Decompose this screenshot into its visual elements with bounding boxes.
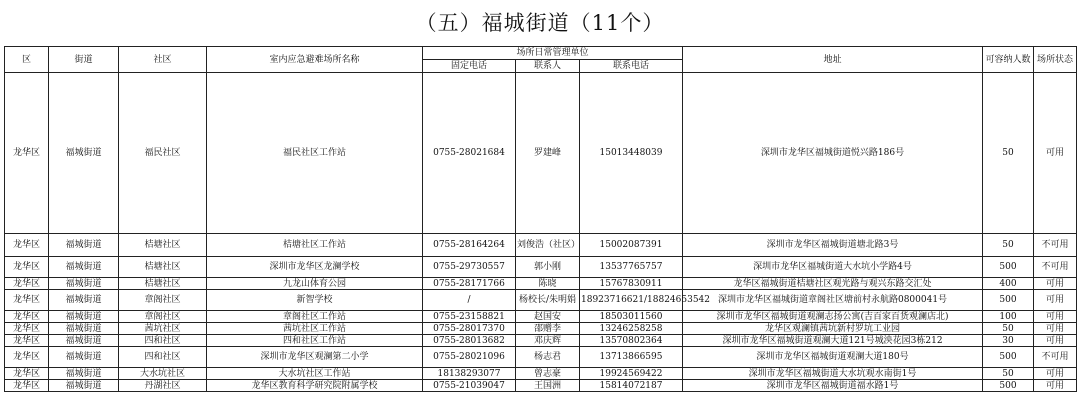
cell-address: 深圳市龙华区福城街道观澜大道121号城泱花园3栋212 [683, 335, 983, 347]
cell-address: 深圳市龙华区福城街道福水路1号 [683, 380, 983, 392]
cell-contact: 邵赠李 [516, 323, 580, 335]
cell-street: 福城街道 [49, 368, 119, 380]
cell-shelter-name: 龙华区教育科学研究院附属学校 [207, 380, 423, 392]
cell-address: 深圳市龙华区福城街道章阁社区塘前村永航路0800041号 [683, 290, 983, 311]
cell-community: 桔塘社区 [119, 257, 207, 278]
cell-street: 福城街道 [49, 278, 119, 290]
cell-shelter-name: 四和社区工作站 [207, 335, 423, 347]
cell-contact: 邓庆辉 [516, 335, 580, 347]
page-title: （五）福城街道（11个） [415, 11, 665, 35]
cell-status: 可用 [1034, 278, 1077, 290]
cell-capacity: 50 [983, 323, 1034, 335]
cell-shelter-name: 九龙山体育公园 [207, 278, 423, 290]
cell-status: 不可用 [1034, 347, 1077, 368]
cell-address: 深圳市龙华区福城街道观澜大道180号 [683, 347, 983, 368]
cell-status: 可用 [1034, 323, 1077, 335]
cell-district: 龙华区 [5, 380, 49, 392]
cell-community: 茜坑社区 [119, 323, 207, 335]
table-row [5, 311, 1077, 323]
header-phone: 固定电话 [423, 60, 516, 73]
cell-phone: 0755-21039047 [423, 380, 516, 392]
cell-status: 不可用 [1034, 257, 1077, 278]
cell-contact: 罗建峰 [516, 73, 580, 234]
cell-community: 丹湖社区 [119, 380, 207, 392]
cell-status: 可用 [1034, 73, 1077, 234]
table-row [5, 347, 1077, 368]
header-address: 地址 [683, 47, 983, 73]
cell-shelter-name: 深圳市龙华区观澜第二小学 [207, 347, 423, 368]
cell-phone: 0755-28021684 [423, 73, 516, 234]
cell-address: 深圳市龙华区福城街道大水坑观水南街1号 [683, 368, 983, 380]
cell-street: 福城街道 [49, 380, 119, 392]
cell-capacity: 50 [983, 73, 1034, 234]
cell-mobile: 19924569422 [580, 368, 683, 380]
cell-district: 龙华区 [5, 311, 49, 323]
table-row [5, 234, 1077, 257]
cell-phone: 0755-28021096 [423, 347, 516, 368]
cell-capacity: 500 [983, 257, 1034, 278]
header-street: 街道 [49, 47, 119, 73]
cell-phone: 0755-29730557 [423, 257, 516, 278]
cell-mobile: 18503011560 [580, 311, 683, 323]
cell-capacity: 400 [983, 278, 1034, 290]
cell-mobile: 18923716621/18824653542 [580, 290, 683, 311]
cell-address: 深圳市龙华区福城街道塘北路3号 [683, 234, 983, 257]
cell-status: 可用 [1034, 311, 1077, 323]
cell-district: 龙华区 [5, 278, 49, 290]
cell-shelter-name: 新智学校 [207, 290, 423, 311]
header-shelter-name: 室内应急避难场所名称 [207, 47, 423, 73]
cell-status: 可用 [1034, 380, 1077, 392]
cell-community: 四和社区 [119, 335, 207, 347]
cell-shelter-name: 茜坑社区工作站 [207, 323, 423, 335]
cell-shelter-name: 深圳市龙华区龙澜学校 [207, 257, 423, 278]
table-row [5, 290, 1077, 311]
header-status: 场所状态 [1034, 47, 1077, 73]
cell-street: 福城街道 [49, 323, 119, 335]
cell-capacity: 500 [983, 347, 1034, 368]
cell-address: 深圳市龙华区福城街道悦兴路186号 [683, 73, 983, 234]
cell-contact: 赵国安 [516, 311, 580, 323]
cell-district: 龙华区 [5, 335, 49, 347]
cell-capacity: 500 [983, 380, 1034, 392]
table-row [5, 73, 1077, 234]
cell-community: 桔塘社区 [119, 234, 207, 257]
header-contact: 联系人 [516, 60, 580, 73]
cell-status: 可用 [1034, 290, 1077, 311]
cell-shelter-name: 章阁社区工作站 [207, 311, 423, 323]
cell-contact: 曾志豪 [516, 368, 580, 380]
cell-street: 福城街道 [49, 73, 119, 234]
cell-status: 可用 [1034, 368, 1077, 380]
cell-mobile: 15814072187 [580, 380, 683, 392]
cell-contact: 刘俊浩（社区） [516, 234, 580, 257]
cell-capacity: 50 [983, 234, 1034, 257]
cell-capacity: 50 [983, 368, 1034, 380]
header-district: 区 [5, 47, 49, 73]
cell-shelter-name: 桔塘社区工作站 [207, 234, 423, 257]
cell-community: 大水坑社区 [119, 368, 207, 380]
table-row [5, 257, 1077, 278]
cell-community: 福民社区 [119, 73, 207, 234]
cell-capacity: 100 [983, 311, 1034, 323]
cell-community: 桔塘社区 [119, 278, 207, 290]
cell-mobile: 13713866595 [580, 347, 683, 368]
cell-phone: 0755-23158821 [423, 311, 516, 323]
table-row [5, 278, 1077, 290]
header-capacity: 可容纳人数 [983, 47, 1034, 73]
cell-street: 福城街道 [49, 347, 119, 368]
cell-status: 不可用 [1034, 234, 1077, 257]
cell-address: 深圳市龙华区福城街道大水坑小学路4号 [683, 257, 983, 278]
header-contact-phone: 联系电话 [580, 60, 683, 73]
cell-mobile: 15767830911 [580, 278, 683, 290]
cell-address: 深圳市龙华区福城街道观澜志扬公寓(吉百家百货观澜店北) [683, 311, 983, 323]
cell-contact: 杨校长/朱明娟 [516, 290, 580, 311]
cell-address: 龙华区观澜镇茜坑新村罗坑工业园 [683, 323, 983, 335]
cell-phone: 0755-28171766 [423, 278, 516, 290]
cell-community: 四和社区 [119, 347, 207, 368]
cell-mobile: 15013448039 [580, 73, 683, 234]
table-row [5, 368, 1077, 380]
cell-phone: 18138293077 [423, 368, 516, 380]
cell-street: 福城街道 [49, 257, 119, 278]
cell-phone: / [423, 290, 516, 311]
cell-shelter-name: 福民社区工作站 [207, 73, 423, 234]
cell-street: 福城街道 [49, 335, 119, 347]
cell-street: 福城街道 [49, 234, 119, 257]
table-row [5, 323, 1077, 335]
cell-contact: 王国洲 [516, 380, 580, 392]
shelter-table [4, 46, 1077, 392]
cell-district: 龙华区 [5, 368, 49, 380]
cell-capacity: 500 [983, 290, 1034, 311]
cell-district: 龙华区 [5, 290, 49, 311]
header-mgmt-unit: 场所日常管理单位 [423, 47, 683, 60]
cell-mobile: 13570802364 [580, 335, 683, 347]
cell-capacity: 30 [983, 335, 1034, 347]
header-community: 社区 [119, 47, 207, 73]
cell-contact: 陈晓 [516, 278, 580, 290]
cell-community: 章阁社区 [119, 311, 207, 323]
cell-community: 章阁社区 [119, 290, 207, 311]
cell-phone: 0755-28013682 [423, 335, 516, 347]
cell-phone: 0755-28164264 [423, 234, 516, 257]
cell-mobile: 15002087391 [580, 234, 683, 257]
cell-district: 龙华区 [5, 347, 49, 368]
cell-district: 龙华区 [5, 257, 49, 278]
cell-address: 龙华区福城街道桔塘社区观光路与观兴东路交汇处 [683, 278, 983, 290]
cell-phone: 0755-28017370 [423, 323, 516, 335]
table-row [5, 380, 1077, 392]
cell-mobile: 13246258258 [580, 323, 683, 335]
cell-status: 可用 [1034, 335, 1077, 347]
cell-district: 龙华区 [5, 73, 49, 234]
cell-street: 福城街道 [49, 311, 119, 323]
table-row [5, 335, 1077, 347]
cell-contact: 郭小刚 [516, 257, 580, 278]
cell-mobile: 13537765757 [580, 257, 683, 278]
cell-contact: 杨志君 [516, 347, 580, 368]
cell-shelter-name: 大水坑社区工作站 [207, 368, 423, 380]
cell-street: 福城街道 [49, 290, 119, 311]
cell-district: 龙华区 [5, 323, 49, 335]
cell-district: 龙华区 [5, 234, 49, 257]
